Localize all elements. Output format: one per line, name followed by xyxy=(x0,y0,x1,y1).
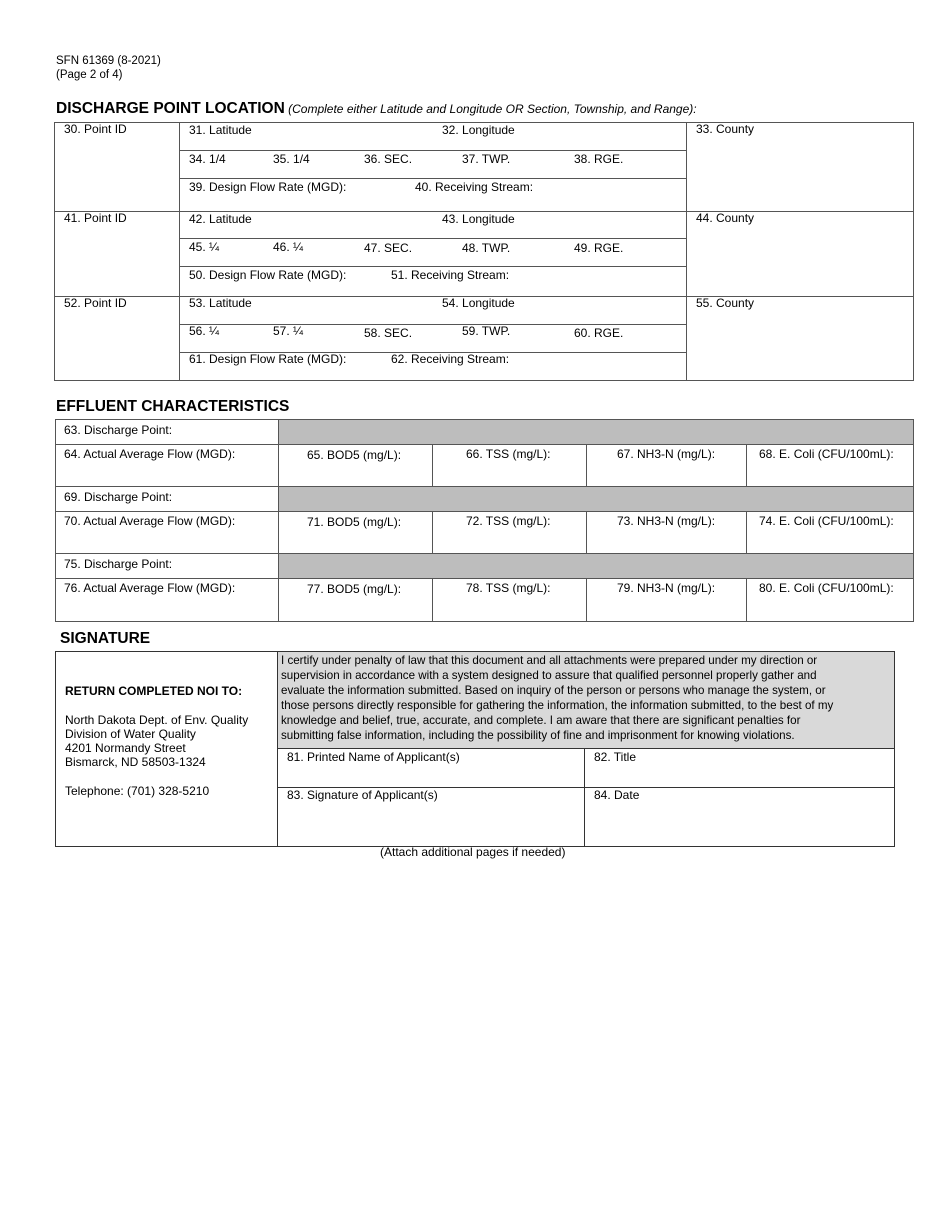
discharge-section-heading xyxy=(56,100,697,118)
range-field[interactable]: 38. RGE. xyxy=(574,152,624,166)
receiving-stream-field[interactable]: 40. Receiving Stream: xyxy=(415,180,534,194)
address-line: 4201 Normandy Street xyxy=(65,741,186,755)
divider xyxy=(746,578,747,622)
range-field[interactable]: 60. RGE. xyxy=(574,326,624,340)
footnote: (Attach additional pages if needed) xyxy=(380,845,566,859)
bod5-field[interactable]: 65. BOD5 (mg/L): xyxy=(307,448,402,462)
township-field[interactable]: 37. TWP. xyxy=(462,152,511,166)
discharge-point-field[interactable]: 63. Discharge Point: xyxy=(64,423,173,437)
certification-line: supervision in accordance with a system designed to assure that qualified personnel properly gather and xyxy=(281,669,817,682)
county-field[interactable]: 33. County xyxy=(696,122,755,136)
actual-average-flow-field[interactable]: 76. Actual Average Flow (MGD): xyxy=(64,581,236,595)
certification-line: those persons directly responsible for gathering the information, the information submitted, to the best of my xyxy=(281,699,834,712)
address-line: Bismarck, ND 58503-1324 xyxy=(65,755,206,769)
divider xyxy=(179,324,686,325)
range-field[interactable]: 49. RGE. xyxy=(574,241,624,255)
divider xyxy=(179,122,180,381)
divider xyxy=(584,748,585,847)
divider xyxy=(55,486,914,487)
bod5-field[interactable]: 77. BOD5 (mg/L): xyxy=(307,582,402,596)
bod5-field[interactable]: 71. BOD5 (mg/L): xyxy=(307,515,402,529)
discharge-section-subtitle: (Complete either Latitude and Longitude OR Section, Township, and Range): xyxy=(288,102,697,116)
divider xyxy=(277,748,895,749)
ecoli-field[interactable]: 80. E. Coli (CFU/100mL): xyxy=(759,581,894,595)
address-line: Division of Water Quality xyxy=(65,727,196,741)
divider xyxy=(55,511,914,512)
nh3n-field[interactable]: 73. NH3-N (mg/L): xyxy=(617,514,716,528)
township-field[interactable]: 59. TWP. xyxy=(462,324,511,338)
actual-average-flow-field[interactable]: 70. Actual Average Flow (MGD): xyxy=(64,514,236,528)
divider xyxy=(179,238,686,239)
divider xyxy=(586,511,587,553)
longitude-field[interactable]: 43. Longitude xyxy=(442,212,515,226)
tss-field[interactable]: 66. TSS (mg/L): xyxy=(466,447,551,461)
design-flow-field[interactable]: 39. Design Flow Rate (MGD): xyxy=(189,180,347,194)
certification-line: submitting false information, including the possibility of fine and imprisonment for knowing violations. xyxy=(281,729,795,742)
quarter-2-field[interactable]: 57. ¼ xyxy=(273,324,304,338)
divider xyxy=(55,553,914,554)
divider xyxy=(586,578,587,622)
signature-section-title: SIGNATURE xyxy=(60,630,151,647)
section-field[interactable]: 47. SEC. xyxy=(364,241,413,255)
certification-line: knowledge and belief, true, accurate, and complete. I am aware that there are significant penalties for xyxy=(281,714,801,727)
quarter-1-field[interactable]: 45. ¼ xyxy=(189,240,220,254)
divider xyxy=(686,122,687,381)
quarter-2-field[interactable]: 46. ¼ xyxy=(273,240,304,254)
longitude-field[interactable]: 54. Longitude xyxy=(442,296,515,310)
discharge-point-field[interactable]: 69. Discharge Point: xyxy=(64,490,173,504)
discharge-point-field[interactable]: 75. Discharge Point: xyxy=(64,557,173,571)
point-id-field[interactable]: 52. Point ID xyxy=(64,296,127,310)
latitude-field[interactable]: 53. Latitude xyxy=(189,296,252,310)
latitude-field[interactable]: 31. Latitude xyxy=(189,123,252,137)
effluent-section-title: EFFLUENT CHARACTERISTICS xyxy=(56,398,290,415)
point-id-field[interactable]: 41. Point ID xyxy=(64,211,127,225)
divider xyxy=(179,150,686,151)
nh3n-field[interactable]: 67. NH3-N (mg/L): xyxy=(617,447,716,461)
tss-field[interactable]: 72. TSS (mg/L): xyxy=(466,514,551,528)
discharge-point-shading xyxy=(279,420,913,444)
discharge-point-shading xyxy=(279,487,913,511)
county-field[interactable]: 55. County xyxy=(696,296,755,310)
receiving-stream-field[interactable]: 51. Receiving Stream: xyxy=(391,268,510,282)
date-field[interactable]: 84. Date xyxy=(594,788,640,802)
receiving-stream-field[interactable]: 62. Receiving Stream: xyxy=(391,352,510,366)
divider xyxy=(432,511,433,553)
divider xyxy=(746,511,747,553)
title-field[interactable]: 82. Title xyxy=(594,750,637,764)
nh3n-field[interactable]: 79. NH3-N (mg/L): xyxy=(617,581,716,595)
latitude-field[interactable]: 42. Latitude xyxy=(189,212,252,226)
county-field[interactable]: 44. County xyxy=(696,211,755,225)
telephone: Telephone: (701) 328-5210 xyxy=(65,784,210,798)
discharge-section-title: DISCHARGE POINT LOCATION xyxy=(56,100,285,117)
divider xyxy=(278,419,279,622)
printed-name-field[interactable]: 81. Printed Name of Applicant(s) xyxy=(287,750,460,764)
ecoli-field[interactable]: 74. E. Coli (CFU/100mL): xyxy=(759,514,894,528)
discharge-point-shading xyxy=(279,554,913,578)
quarter-1-field[interactable]: 34. 1/4 xyxy=(189,152,226,166)
form-number: SFN 61369 (8-2021) xyxy=(56,55,161,67)
design-flow-field[interactable]: 50. Design Flow Rate (MGD): xyxy=(189,268,347,282)
design-flow-field[interactable]: 61. Design Flow Rate (MGD): xyxy=(189,352,347,366)
divider xyxy=(586,444,587,486)
return-heading: RETURN COMPLETED NOI TO: xyxy=(65,684,243,698)
divider xyxy=(55,444,914,445)
certification-statement xyxy=(281,653,833,743)
section-field[interactable]: 36. SEC. xyxy=(364,152,413,166)
divider xyxy=(432,444,433,486)
signature-field[interactable]: 83. Signature of Applicant(s) xyxy=(287,788,438,802)
certification-line: I certify under penalty of law that this document and all attachments were prepared under my direction or xyxy=(281,654,818,667)
divider xyxy=(179,178,686,179)
quarter-1-field[interactable]: 56. ¼ xyxy=(189,324,220,338)
divider xyxy=(746,444,747,486)
township-field[interactable]: 48. TWP. xyxy=(462,241,511,255)
point-id-field[interactable]: 30. Point ID xyxy=(64,122,127,136)
actual-average-flow-field[interactable]: 64. Actual Average Flow (MGD): xyxy=(64,447,236,461)
longitude-field[interactable]: 32. Longitude xyxy=(442,123,515,137)
address-line: North Dakota Dept. of Env. Quality xyxy=(65,713,249,727)
divider xyxy=(55,578,914,579)
tss-field[interactable]: 78. TSS (mg/L): xyxy=(466,581,551,595)
quarter-2-field[interactable]: 35. 1/4 xyxy=(273,152,310,166)
divider xyxy=(432,578,433,622)
certification-line: evaluate the information submitted. Based on inquiry of the person or persons who manage the system, or xyxy=(281,684,826,697)
ecoli-field[interactable]: 68. E. Coli (CFU/100mL): xyxy=(759,447,894,461)
section-field[interactable]: 58. SEC. xyxy=(364,326,413,340)
divider xyxy=(277,651,278,847)
page-number: (Page 2 of 4) xyxy=(56,69,123,81)
divider xyxy=(179,266,686,267)
